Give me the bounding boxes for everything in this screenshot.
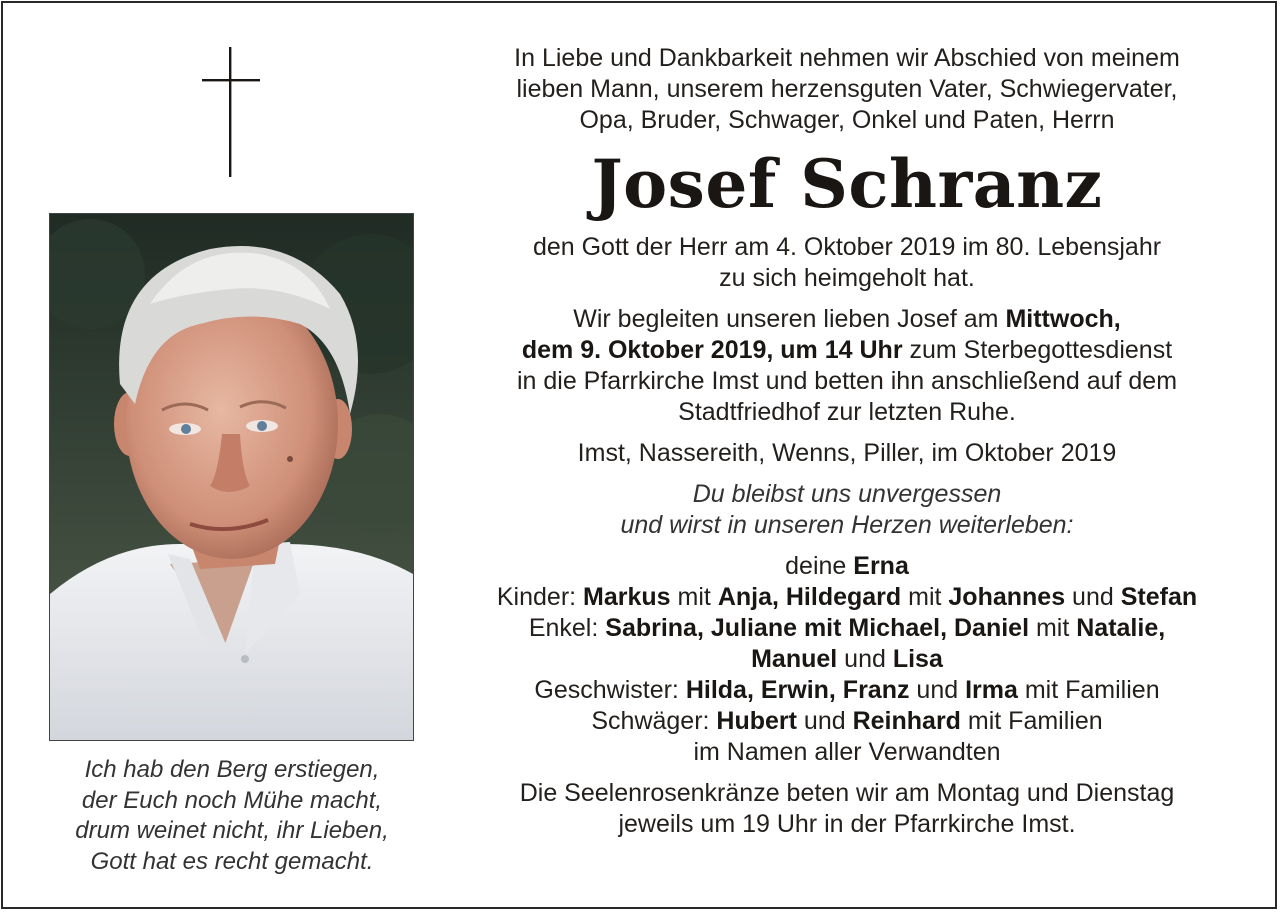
poem-line: drum weinet nicht, ihr Lieben,	[75, 817, 389, 844]
intro-line: lieben Mann, unserem herzensguten Vater, Schwiegervater,	[516, 75, 1178, 103]
death-info-line: zu sich heimgeholt hat.	[719, 264, 975, 292]
portrait-photo	[49, 213, 414, 741]
memorial-poem	[23, 755, 441, 877]
obituary-notice	[1, 1, 1277, 909]
deceased-name: Josef Schranz	[591, 145, 1103, 223]
cross-icon	[202, 47, 260, 177]
funeral-line: Stadtfriedhof zur letzten Ruhe.	[678, 398, 1016, 426]
intro-line: Opa, Bruder, Schwager, Onkel und Paten, Herrn	[579, 106, 1115, 134]
rosary-line: jeweils um 19 Uhr in der Pfarrkirche Imst.	[618, 810, 1076, 838]
mourner-grandchildren: Enkel: Sabrina, Juliane mit Michael, Daniel mit Natalie,	[528, 614, 1166, 642]
poem-line: Ich hab den Berg erstiegen,	[84, 756, 380, 783]
mourner-grandchildren-cont: Manuel und Lisa	[751, 645, 943, 673]
place-date: Imst, Nassereith, Wenns, Piller, im Oktober 2019	[577, 439, 1117, 467]
funeral-line: Wir begleiten unseren lieben Josef am Mittwoch,	[573, 305, 1121, 333]
motto-line: und wirst in unseren Herzen weiterleben:	[620, 511, 1074, 539]
funeral-line: dem 9. Oktober 2019, um 14 Uhr zum Sterbegottesdienst	[521, 336, 1173, 364]
poem-line: der Euch noch Mühe macht,	[81, 786, 383, 814]
funeral-line: in die Pfarrkirche Imst und betten ihn anschließend auf dem	[516, 367, 1178, 395]
motto-line: Du bleibst uns unvergessen	[692, 480, 1002, 508]
mourner-brothers-in-law: Schwäger: Hubert und Reinhard mit Familien	[591, 707, 1103, 735]
notice-text-column	[453, 43, 1241, 840]
mourner-wife: deine Erna	[785, 552, 909, 580]
rosary-line: Die Seelenrosenkränze beten wir am Montag und Dienstag	[519, 779, 1175, 807]
mourner-relatives: im Namen aller Verwandten	[693, 738, 1001, 766]
poem-line: Gott hat es recht gemacht.	[90, 847, 374, 875]
intro-line: In Liebe und Dankbarkeit nehmen wir Abschied von meinem	[514, 44, 1180, 72]
death-info-line: den Gott der Herr am 4. Oktober 2019 im 80. Lebensjahr	[532, 233, 1162, 261]
mourner-children: Kinder: Markus mit Anja, Hildegard mit Johannes und Stefan	[496, 583, 1198, 611]
mourner-siblings: Geschwister: Hilda, Erwin, Franz und Irma mit Familien	[534, 676, 1160, 704]
